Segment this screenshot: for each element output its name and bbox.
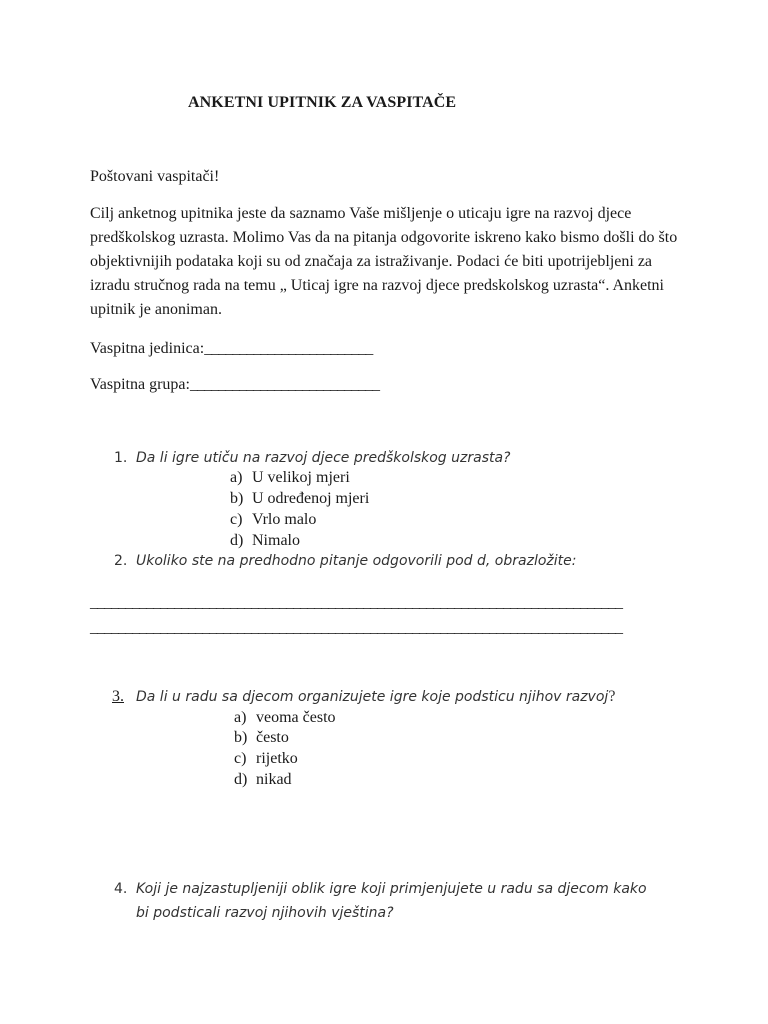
question-1 [114, 450, 511, 466]
field-unit-line: ________________________ [204, 340, 373, 357]
q3-option-b [234, 729, 289, 747]
field-group [90, 376, 379, 394]
question-4-number: 4. [114, 881, 128, 897]
question-3-number: 3. [112, 688, 124, 705]
question-4 [114, 881, 647, 897]
q1-option-d [230, 532, 300, 550]
q3-option-c [234, 750, 298, 768]
question-2-number: 2. [114, 553, 128, 569]
question-2 [114, 553, 576, 569]
q1-option-d-letter: d) [230, 532, 244, 549]
q1-option-b [230, 490, 369, 508]
answer-line-1: ____________________________________________________________________________ [90, 594, 622, 611]
q1-option-a-letter: a) [230, 469, 243, 486]
q1-option-b-text: U određenoj mjeri [252, 490, 370, 507]
question-4-continuation: bi podsticali razvoj njihovih vještina? [136, 905, 394, 921]
q3-option-a-text: veoma često [256, 709, 336, 726]
q3-option-c-letter: c) [234, 750, 247, 767]
q1-option-c [230, 511, 316, 529]
q1-option-c-text: Vrlo malo [252, 511, 317, 528]
q3-option-d-letter: d) [234, 771, 248, 788]
field-group-label: Vaspitna grupa: [90, 376, 190, 393]
q3-option-b-letter: b) [234, 729, 248, 746]
field-group-line: ___________________________ [189, 376, 379, 393]
question-3 [112, 688, 615, 706]
question-4-text-line-1: Koji je najzastupljeniji oblik igre koji primjenjujete u radu sa djecom kako [136, 881, 647, 897]
answer-line-2: ____________________________________________________________________________ [90, 619, 622, 636]
greeting: Poštovani vaspitači! [90, 168, 220, 185]
question-1-number: 1. [114, 450, 128, 466]
q3-option-d-text: nikad [256, 771, 292, 788]
q3-option-d [234, 771, 292, 789]
question-3-text: Da li u radu sa djecom organizujete igre koje podsticu njihov razvoj [136, 689, 609, 705]
q3-option-b-text: često [256, 729, 289, 746]
question-3-end: ? [608, 688, 616, 705]
document-title: ANKETNI UPITNIK ZA VASPITAČE [188, 94, 457, 111]
q3-option-c-text: rijetko [256, 750, 298, 767]
q3-option-a [234, 709, 336, 727]
q1-option-c-letter: c) [230, 511, 243, 528]
q3-option-a-letter: a) [234, 709, 247, 726]
question-2-text: Ukoliko ste na predhodno pitanje odgovorili pod d, obrazložite: [136, 553, 577, 569]
q1-option-a-text: U velikoj mjeri [252, 469, 350, 486]
question-1-text: Da li igre utiču na razvoj djece predškolskog uzrasta? [136, 450, 511, 466]
intro-paragraph: Cilj anketnog upitnika jeste da saznamo Vaše mišljenje o uticaju igre na razvoj djece predškolskog uzrasta. Molimo Vas da na pitanja odgovorite iskreno kako bismo došli do što objektivnijih podataka koji su od značaja za istraživanje. Podaci će biti upotrijebljeni za izradu stručnog rada na temu „ Uticaj igre na razvoj djece predskolskog uzrasta“. Anketni upitnik je anoniman. [90, 205, 678, 318]
field-unit-label: Vaspitna jedinica: [90, 340, 205, 357]
q1-option-b-letter: b) [230, 490, 244, 507]
q1-option-a [230, 469, 350, 487]
q1-option-d-text: Nimalo [252, 532, 300, 549]
field-unit [90, 340, 372, 358]
